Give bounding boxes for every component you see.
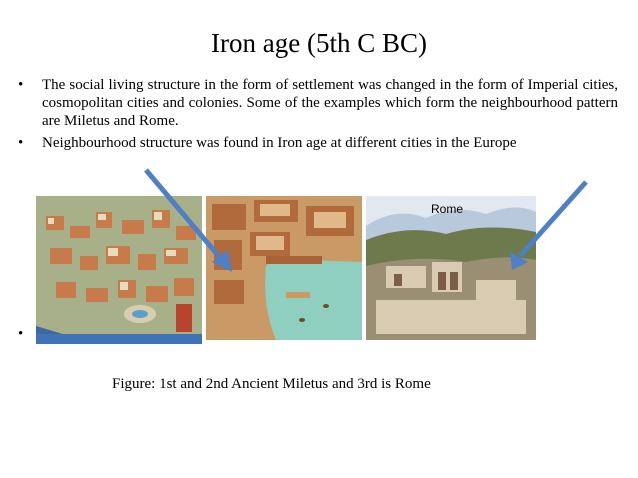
bullet-list — [18, 76, 618, 156]
slide-title: Iron age (5th C BC) — [211, 28, 427, 58]
miletus-model-image — [206, 196, 362, 340]
underline-bar — [36, 342, 202, 344]
miletus-city-illustration — [36, 196, 202, 344]
bullet-item: • The social living structure in the form of settlement was changed in the form of Imperial cities, cosmopolitan cities and colonies. Some of the examples which form the neighbourhood pattern are Miletus and Rome. — [18, 76, 618, 130]
empty-bullet: • — [18, 326, 24, 342]
miletus-model-illustration — [206, 196, 362, 340]
rome-image-label: Rome — [431, 202, 464, 216]
rome-ruins-illustration — [366, 196, 536, 340]
rome-ruins-image — [366, 196, 536, 340]
bullet-item: • Neighbourhood structure was found in Iron age at different cities in the Europe — [18, 134, 618, 152]
miletus-city-image — [36, 196, 202, 344]
figure-caption: Figure: 1st and 2nd Ancient Miletus and 3rd is Rome — [112, 376, 431, 392]
